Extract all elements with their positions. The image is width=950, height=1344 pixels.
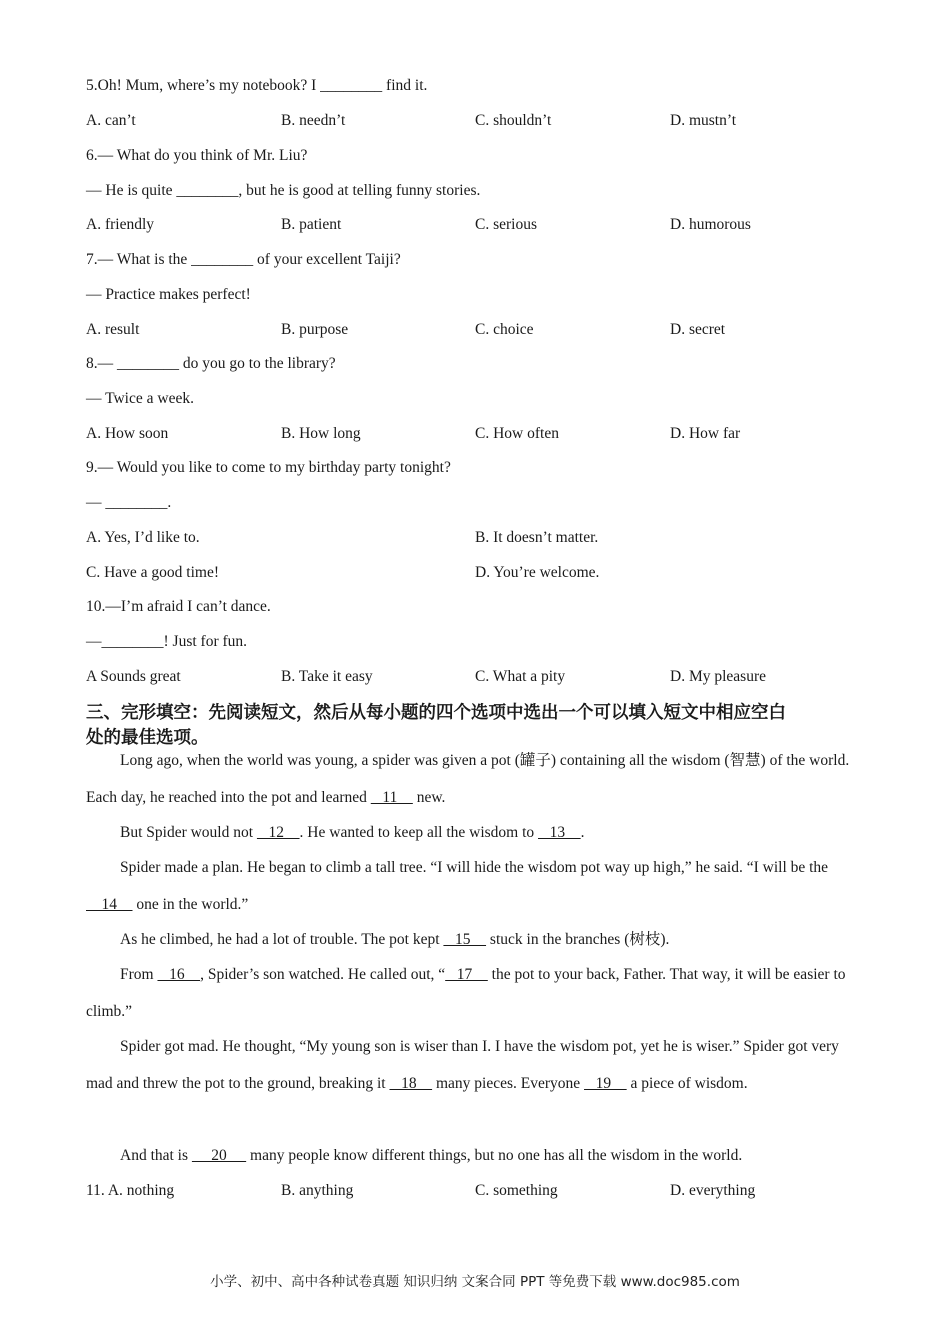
option-a: A. can’t xyxy=(86,112,136,129)
passage-text: Spider made a plan. He began to climb a tall tree. “I will hide the wisdom pot way up high,” he said. “I will be the xyxy=(120,859,829,876)
option-d: D. humorous xyxy=(670,216,751,233)
question-6-options xyxy=(86,215,866,235)
option-d: D. How far xyxy=(670,425,741,442)
question-10-reply: —________! Just for fun. xyxy=(86,633,248,650)
passage-text: Spider got mad. He thought, “My young son is wiser than I. I have the wisdom pot, yet he is wiser.” Spider got very mad and threw the pot to the ground, breaking it xyxy=(86,1038,839,1092)
question-6-stem: 6.— What do you think of Mr. Liu? xyxy=(86,147,308,164)
option-d: D. secret xyxy=(670,321,726,338)
blank-12: 12 xyxy=(256,824,300,841)
option-c: C. choice xyxy=(475,321,534,338)
option-c: C. How often xyxy=(475,425,559,442)
question-7-stem: 7.— What is the ________ of your excellent Taiji? xyxy=(86,251,401,268)
passage-text: a piece of wisdom. xyxy=(626,1075,748,1092)
passage-text: many people know different things, but no one has all the wisdom in the world. xyxy=(246,1147,743,1164)
option-b: B. purpose xyxy=(281,321,349,338)
option-d: D. You’re welcome. xyxy=(475,564,600,581)
option-c: C. something xyxy=(475,1182,558,1199)
option-c: C. Have a good time! xyxy=(86,564,220,581)
question-8-stem: 8.— ________ do you go to the library? xyxy=(86,355,336,372)
passage-paragraph-4 xyxy=(86,930,864,950)
blank-20: 20 xyxy=(191,1147,247,1164)
section-heading-line1: 三、完形填空：先阅读短文，然后从每小题的四个选项中选出一个可以填入短文中相应空白 xyxy=(86,703,786,723)
question-5-options xyxy=(86,111,866,131)
question-9-options-row2 xyxy=(86,563,866,583)
blank-19: 19 xyxy=(584,1075,627,1092)
option-b: B. needn’t xyxy=(281,112,346,129)
passage-text: . He wanted to keep all the wisdom to xyxy=(299,824,539,841)
blank-17: 17 xyxy=(445,966,488,983)
blank-16: 16 xyxy=(157,966,201,983)
option-a: 11. A. nothing xyxy=(86,1182,175,1199)
option-a: A. result xyxy=(86,321,140,338)
question-8-options xyxy=(86,424,866,444)
option-c: C. serious xyxy=(475,216,537,233)
passage-text: As he climbed, he had a lot of trouble. The pot kept xyxy=(120,931,444,948)
option-d: D. everything xyxy=(670,1182,756,1199)
passage-text: many pieces. Everyone xyxy=(432,1075,585,1092)
option-d: D. mustn’t xyxy=(670,112,737,129)
option-b: B. It doesn’t matter. xyxy=(475,529,599,546)
passage-paragraph-5 xyxy=(86,956,864,1030)
question-9-stem: 9.— Would you like to come to my birthday party tonight? xyxy=(86,459,451,476)
question-9-reply: — ________. xyxy=(86,494,172,511)
passage-text: , Spider’s son watched. He called out, “ xyxy=(200,966,446,983)
question-6-reply: — He is quite ________, but he is good at telling funny stories. xyxy=(86,182,481,199)
passage-text: new. xyxy=(412,789,446,806)
passage-text: the pot to your back, Father. That way, it will be easier to climb.” xyxy=(86,966,846,1020)
option-c: C. shouldn’t xyxy=(475,112,552,129)
option-c: C. What a pity xyxy=(475,668,566,685)
passage-text: stuck in the branches (树枝). xyxy=(486,931,670,948)
passage-paragraph-2 xyxy=(86,823,864,843)
question-7-reply: — Practice makes perfect! xyxy=(86,286,251,303)
question-9-options-row1 xyxy=(86,528,866,548)
passage-text: But Spider would not xyxy=(120,824,257,841)
question-5-stem: 5.Oh! Mum, where’s my notebook? I ________ find it. xyxy=(86,77,428,94)
blank-15: 15 xyxy=(443,931,487,948)
option-a: A Sounds great xyxy=(86,668,181,685)
option-b: B. anything xyxy=(281,1182,354,1199)
blank-18: 18 xyxy=(389,1075,433,1092)
section-heading-line2: 处的最佳选项。 xyxy=(86,728,209,748)
passage-paragraph-6 xyxy=(86,1028,864,1102)
option-a: A. Yes, I’d like to. xyxy=(86,529,200,546)
option-a: A. How soon xyxy=(86,425,169,442)
passage-paragraph-3 xyxy=(86,849,864,923)
question-11-options xyxy=(86,1181,866,1201)
page-footer: 小学、初中、高中各种试卷真题 知识归纳 文案合同 PPT 等免费下载 www.doc985.com xyxy=(210,1274,740,1290)
passage-text: . xyxy=(580,824,585,841)
passage-paragraph-7 xyxy=(86,1146,864,1166)
question-10-stem: 10.—I’m afraid I can’t dance. xyxy=(86,598,271,615)
option-b: B. Take it easy xyxy=(281,668,373,685)
blank-11: 11 xyxy=(370,789,413,806)
passage-text: one in the world.” xyxy=(132,896,249,913)
option-a: A. friendly xyxy=(86,216,155,233)
passage-text: And that is xyxy=(120,1147,192,1164)
blank-14: 14 xyxy=(86,896,133,913)
passage-text: From xyxy=(120,966,158,983)
option-b: B. patient xyxy=(281,216,342,233)
option-d: D. My pleasure xyxy=(670,668,766,685)
passage-text: Long ago, when the world was young, a spider was given a pot (罐子) containing all the wisdom (智慧) of the world. Each day, he reached into the pot and learned xyxy=(86,752,850,806)
option-b: B. How long xyxy=(281,425,361,442)
question-7-options xyxy=(86,320,866,340)
blank-13: 13 xyxy=(538,824,581,841)
question-8-reply: — Twice a week. xyxy=(86,390,194,407)
passage-paragraph-1 xyxy=(86,742,864,816)
question-10-options xyxy=(86,667,866,687)
